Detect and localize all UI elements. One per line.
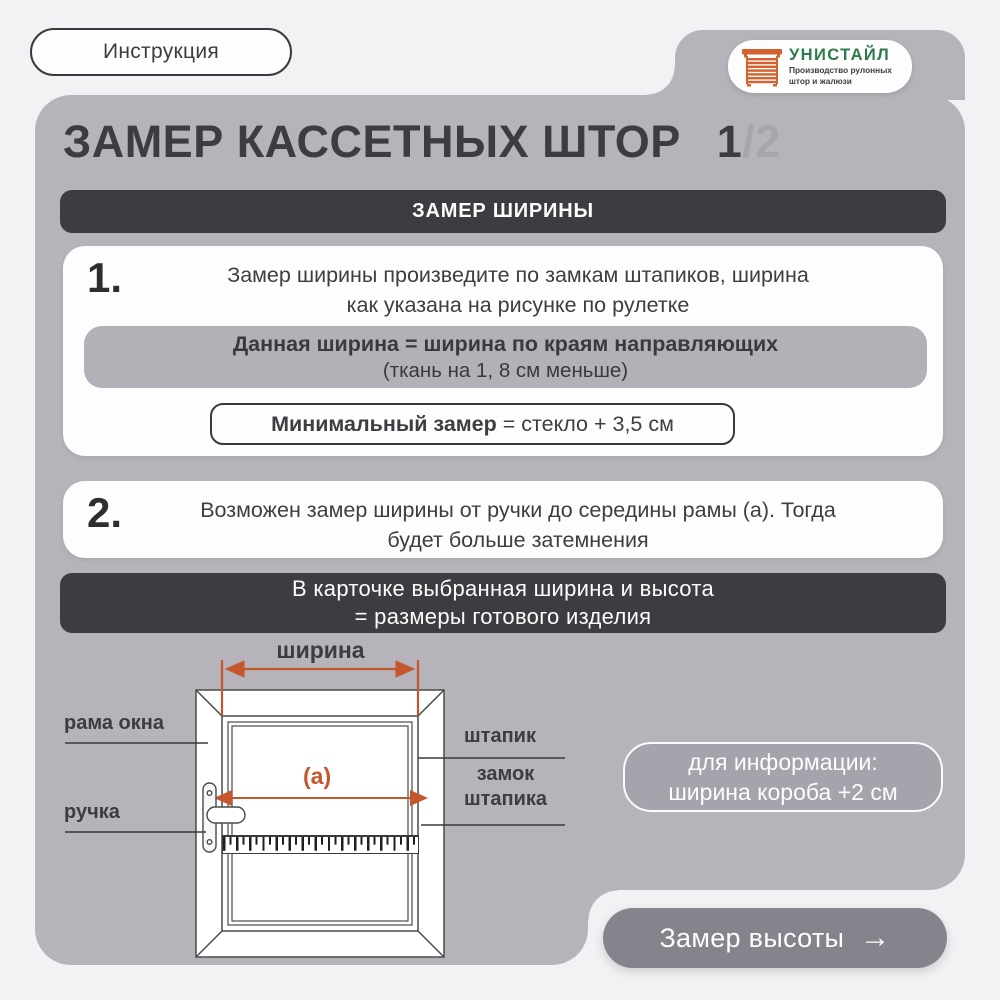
step2-text-line1: Возможен замер ширины от ручки до середины рамы (а). Тогда xyxy=(200,498,836,522)
logo-name: УНИСТАЙЛ xyxy=(789,45,891,64)
min-measure-rest: = стекло + 3,5 см xyxy=(496,412,674,436)
min-measure-bold: Минимальный замер xyxy=(271,412,497,436)
info-box-line2: ширина короба +2 см xyxy=(668,779,898,805)
logo-tagline-2: штор и жалюзи xyxy=(789,75,852,86)
step1-card xyxy=(63,246,943,456)
blinds-icon xyxy=(742,47,782,87)
instruction-badge[interactable] xyxy=(30,28,292,76)
step1-highlight-strip xyxy=(84,326,927,388)
page-title-row xyxy=(63,116,781,168)
bead-label: штапик xyxy=(464,725,536,747)
info-box xyxy=(623,742,943,812)
step1-text-line1: Замер ширины произведите по замкам штапиков, ширина xyxy=(227,263,809,287)
bead-lock-label-line2: штапика xyxy=(463,788,548,810)
highlight-bold-line: Данная ширина = ширина по краям направляющих xyxy=(232,332,779,356)
a-dimension-label: (а) xyxy=(303,763,332,789)
width-section-bar-label: ЗАМЕР ШИРИНЫ xyxy=(412,200,594,222)
note-bar xyxy=(60,573,946,633)
step2-number: 2. xyxy=(87,489,123,536)
measure-height-button[interactable] xyxy=(603,908,947,968)
bead-lock-label xyxy=(443,762,568,812)
note-bar-line1: В карточке выбранная ширина и высота xyxy=(292,576,714,601)
page-current: 1 xyxy=(716,116,743,167)
step1-number: 1. xyxy=(87,254,123,301)
page-indicator xyxy=(717,116,781,168)
right-arrow-icon: → xyxy=(860,921,891,954)
instruction-badge-label: Инструкция xyxy=(102,40,220,63)
step2-text-line2: будет больше затемнения xyxy=(387,528,649,552)
highlight-note-line: (ткань на 1, 8 см меньше) xyxy=(382,359,629,382)
measuring-tape xyxy=(222,835,419,854)
measure-height-button-label: Замер высоты xyxy=(659,922,845,953)
tab-fillet xyxy=(647,67,675,95)
logo-tagline-1: Производство рулонных xyxy=(789,65,892,76)
width-section-bar xyxy=(60,190,946,233)
step1-text-line2: как указана на рисунке по рулетке xyxy=(346,293,690,317)
page-title: ЗАМЕР КАССЕТНЫХ ШТОР xyxy=(63,116,681,167)
info-box-line1: для информации: xyxy=(688,749,878,775)
page-total: /2 xyxy=(742,116,781,167)
note-bar-line2: = размеры готового изделия xyxy=(354,604,652,629)
step2-card xyxy=(63,481,943,558)
bead-lock-label-line1: замок xyxy=(476,763,535,785)
frame-label: рама окна xyxy=(64,712,164,734)
width-arrow-label: ширина xyxy=(276,637,365,663)
min-measure-box xyxy=(210,403,735,445)
handle-label: ручка xyxy=(64,801,120,823)
logo xyxy=(728,40,912,93)
